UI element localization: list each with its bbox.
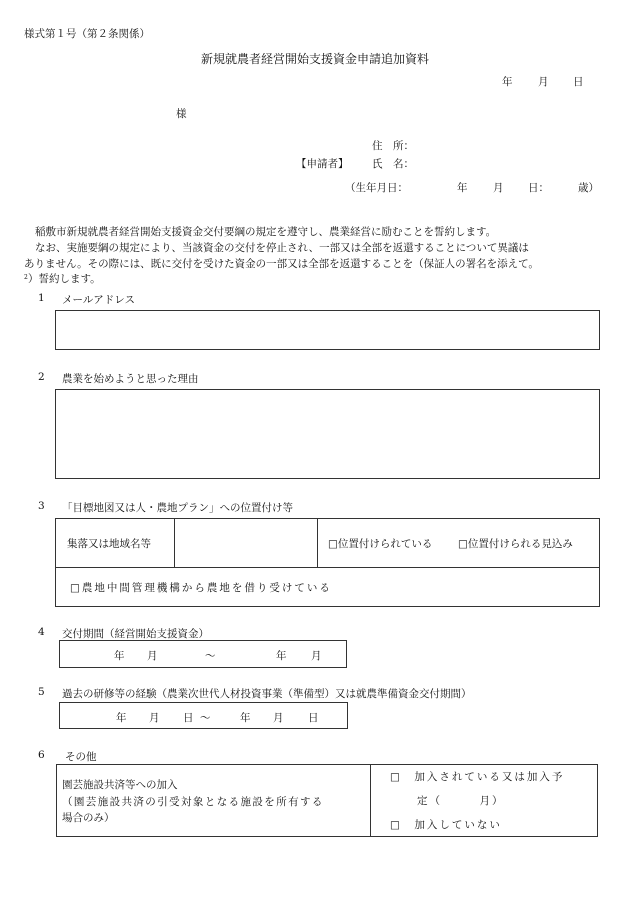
training-end-month: 月 <box>273 712 284 724</box>
form-number: 様式第１号（第２条関係） <box>24 28 150 40</box>
prospect-checkbox[interactable]: □位置付けられる見込み <box>458 538 573 550</box>
date-day-label: 日 <box>573 76 584 88</box>
grant-period-tilde: ～ <box>205 650 216 662</box>
grant-end-month: 月 <box>311 650 322 662</box>
plan-table <box>55 518 600 607</box>
addressee-suffix: 様 <box>176 108 187 120</box>
section-5-number: 5 <box>38 686 45 698</box>
section-2-title: 農業を始めようと思った理由 <box>62 373 199 385</box>
pledge-line-1: 稲敷市新規就農者経営開始支援資金交付要綱の規定を遵守し、農業経営に励むことを誓約します。 <box>35 226 497 238</box>
pledge-line-4: ）誓約します。 <box>28 273 101 285</box>
grant-start-year: 年 <box>114 650 125 662</box>
pledge-line-3: ありません。その際には、既に交付を受けた資金の一部又は全部を返還することを（保証人の署名を添えて。 <box>24 258 539 270</box>
section-6-number: 6 <box>38 749 45 761</box>
date-month-label: 月 <box>538 76 549 88</box>
training-period-field[interactable] <box>59 702 348 729</box>
birth-year-label: 年 <box>457 182 468 194</box>
date-year-label: 年 <box>502 76 513 88</box>
section-4-number: 4 <box>38 626 45 638</box>
section-2-number: 2 <box>38 371 45 383</box>
training-start-month: 月 <box>149 712 160 724</box>
pledge-line-2: なお、実施要綱の規定により、当該資金の交付を停止され、一部又は全部を返還することについて異議は <box>35 242 529 254</box>
email-field[interactable] <box>55 310 600 350</box>
training-end-year: 年 <box>240 712 251 724</box>
training-start-day: 日 <box>183 712 194 724</box>
positioned-checkbox[interactable]: □位置付けられている <box>328 538 433 550</box>
name-label: 氏 名： <box>372 158 414 170</box>
insurance-joined-checkbox[interactable]: □ 加入されている又は加入予 <box>390 771 565 783</box>
section-1-title: メールアドレス <box>62 294 135 306</box>
plan-table-col-divider-2 <box>317 519 318 567</box>
birth-day-label: 日： <box>528 182 549 194</box>
applicant-label: 【申請者】 <box>296 158 349 170</box>
insurance-not-joined-checkbox[interactable]: □ 加入していない <box>390 819 502 831</box>
section-1-number: 1 <box>38 292 45 304</box>
other-table <box>56 764 598 837</box>
training-start-year: 年 <box>116 712 127 724</box>
farmland-lease-checkbox[interactable]: □農地中間管理機構から農地を借り受けている <box>70 582 332 594</box>
section-4-title: 交付期間（経営開始支援資金） <box>62 628 209 640</box>
training-end-day: 日 <box>308 712 319 724</box>
insurance-planned-month: 定（ 月） <box>417 795 505 807</box>
section-3-number: 3 <box>38 500 45 512</box>
grant-end-year: 年 <box>276 650 287 662</box>
insurance-label-line-3: 場合のみ） <box>62 812 115 824</box>
plan-table-col-divider-1 <box>174 519 175 567</box>
section-5-title: 過去の研修等の経験（農業次世代人材投資事業（準備型）又は就農準備資金交付期間） <box>62 688 472 700</box>
reason-field[interactable] <box>55 389 600 479</box>
pledge-footnote-mark: 2 <box>24 274 28 281</box>
training-period-tilde: ～ <box>200 712 211 724</box>
plan-table-row-divider <box>56 567 599 568</box>
section-6-title: その他 <box>65 751 97 763</box>
birth-label: （生年月日： <box>345 182 408 194</box>
area-name-label: 集落又は地域名等 <box>67 538 151 550</box>
birth-month-label: 月 <box>493 182 504 194</box>
page-title: 新規就農者経営開始支援資金申請追加資料 <box>200 52 429 66</box>
other-table-col-divider <box>370 765 371 836</box>
birth-age-label: 歳） <box>578 182 599 194</box>
address-label: 住 所： <box>372 140 414 152</box>
insurance-label-line-1: 園芸施設共済等への加入 <box>62 779 178 791</box>
grant-period-field[interactable] <box>59 640 347 668</box>
grant-start-month: 月 <box>147 650 158 662</box>
insurance-label-line-2: （園芸施設共済の引受対象となる施設を所有する <box>62 796 324 808</box>
section-3-title: 「目標地図又は人・農地プラン」への位置付け等 <box>62 502 293 514</box>
